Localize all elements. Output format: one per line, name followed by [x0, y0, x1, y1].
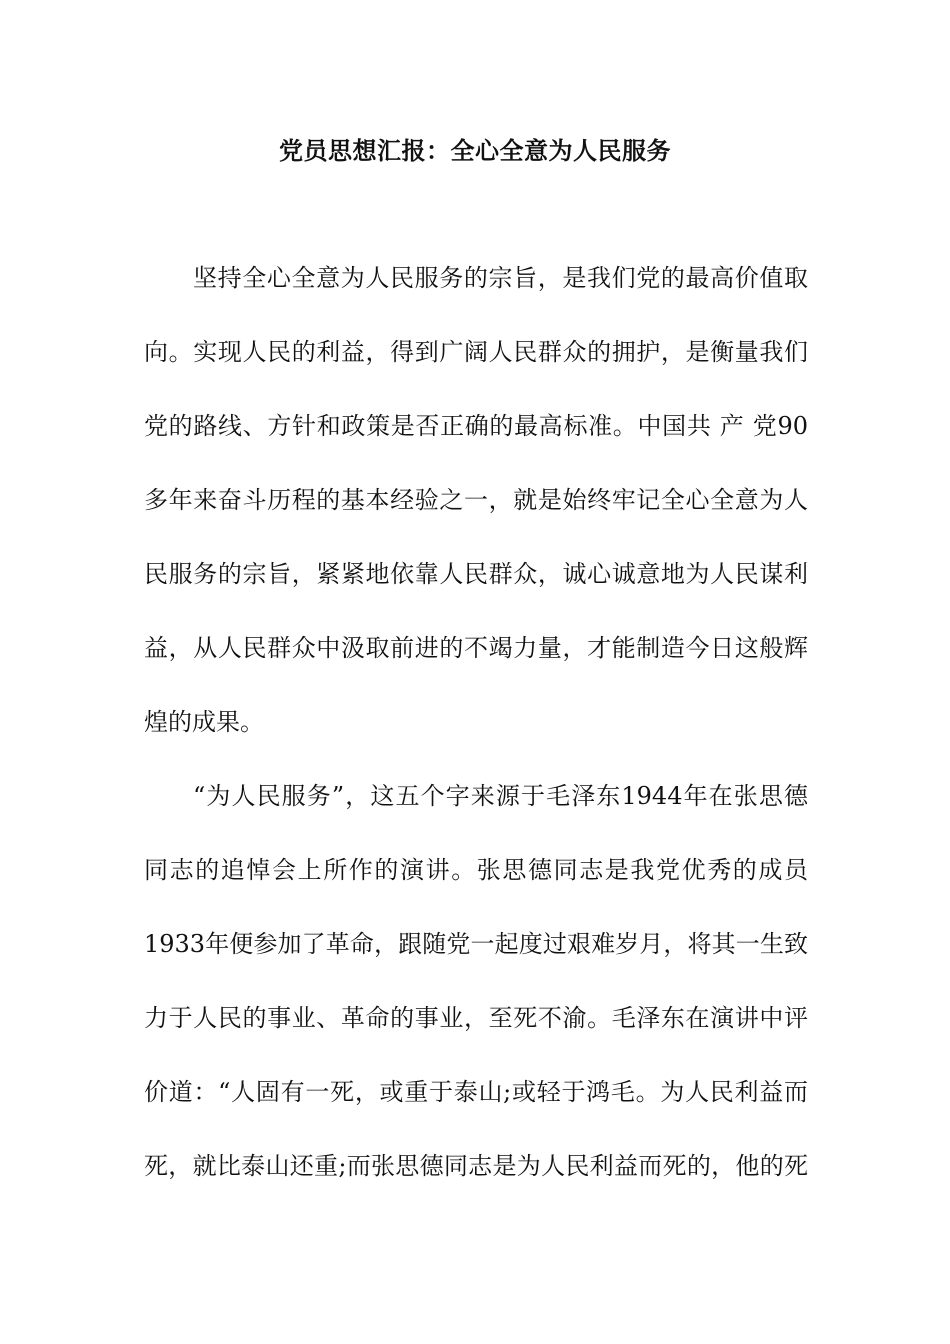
paragraph-2-line-6: 死，就比泰山还重;而张思德同志是为人民利益而死的，他的死	[144, 1152, 808, 1180]
paragraph-2-line-1: “为人民服务”，这五个字来源于毛泽东1944年在张思德	[193, 782, 808, 810]
paragraph-2-line-2: 同志的追悼会上所作的演讲。张思德同志是我党优秀的成员	[144, 856, 808, 884]
document-title: 党员思想汇报：全心全意为人民服务	[279, 136, 671, 165]
paragraph-1-line-7: 煌的成果。	[144, 708, 264, 736]
paragraph-1-line-5: 民服务的宗旨，紧紧地依靠人民群众，诚心诚意地为人民谋利	[144, 560, 808, 588]
paragraph-2-line-3: 1933年便参加了革命，跟随党一起度过艰难岁月，将其一生致	[144, 930, 808, 958]
paragraph-2-line-4: 力于人民的事业、革命的事业，至死不渝。毛泽东在演讲中评	[144, 1004, 808, 1032]
paragraph-1-line-1: 坚持全心全意为人民服务的宗旨，是我们党的最高价值取	[193, 264, 808, 292]
paragraph-1-line-4: 多年来奋斗历程的基本经验之一，就是始终牢记全心全意为人	[144, 486, 808, 514]
paragraph-1-line-3: 党的路线、方针和政策是否正确的最高标准。中国共 产 党90	[144, 412, 808, 440]
paragraph-2-line-5: 价道：“人固有一死，或重于泰山;或轻于鸿毛。为人民利益而	[144, 1078, 808, 1106]
paragraph-1-line-2: 向。实现人民的利益，得到广阔人民群众的拥护，是衡量我们	[144, 338, 808, 366]
paragraph-1-line-6: 益，从人民群众中汲取前进的不竭力量，才能制造今日这般辉	[144, 634, 808, 662]
